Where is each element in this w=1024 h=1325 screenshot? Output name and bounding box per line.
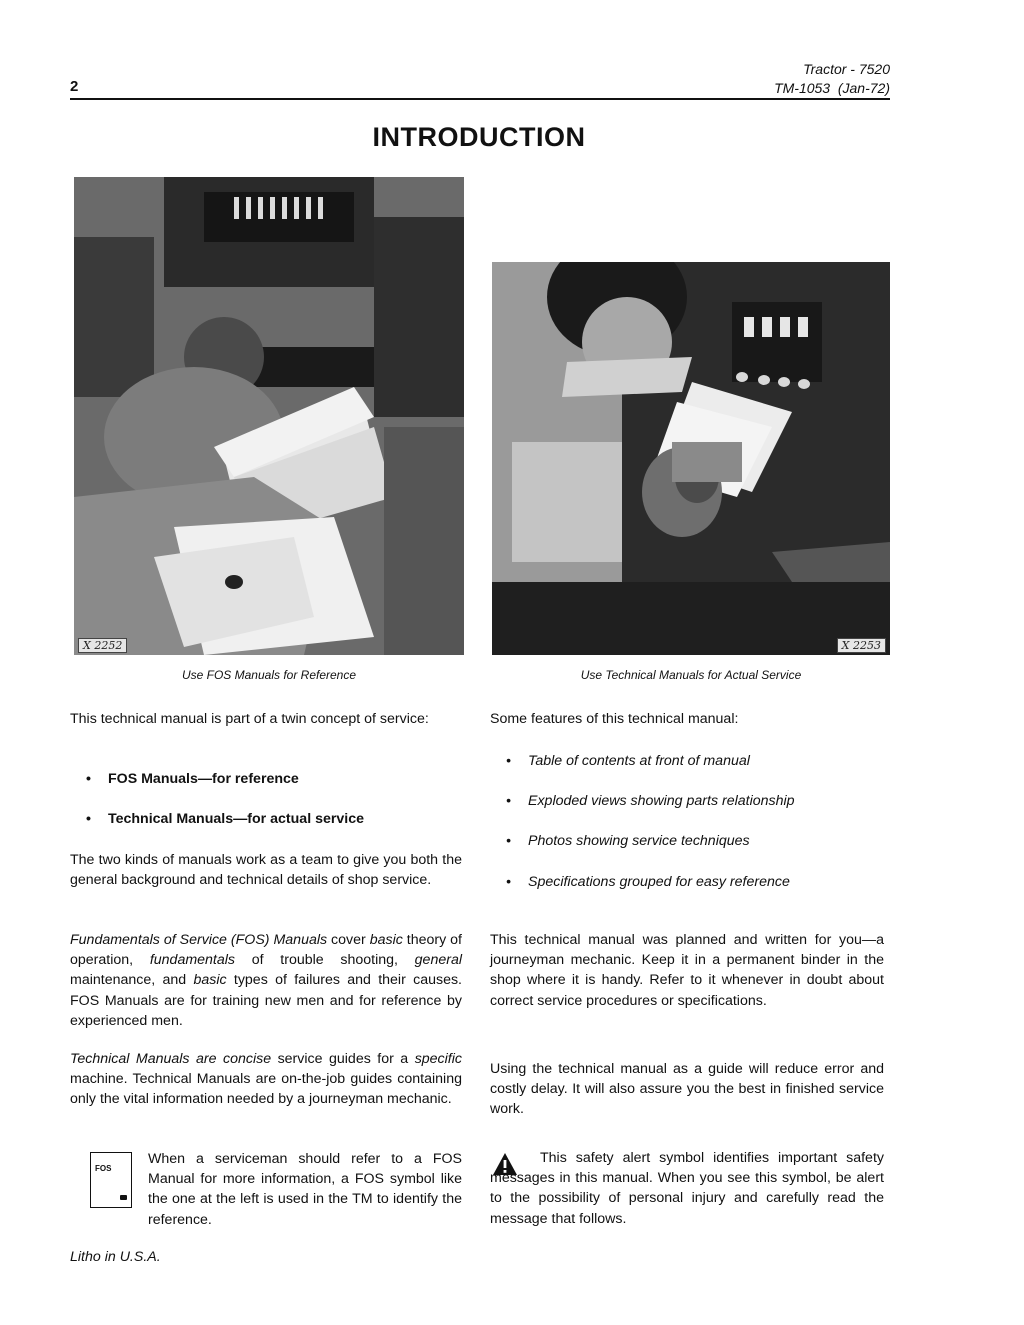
feature-item: • Photos showing service techniques — [506, 833, 750, 849]
photo-right-illustration — [492, 262, 890, 655]
fos-symbol-mark — [120, 1195, 127, 1200]
using-paragraph: Using the technical manual as a guide will reduce error and costly delay. It will also assure you the best in finished service work. — [490, 1061, 884, 1118]
header-manual-id: TM-1053 (Jan-72) — [774, 80, 890, 96]
feature-item: • Specifications grouped for easy reference — [506, 874, 790, 890]
fos-symbol-label: FOS — [95, 1164, 112, 1173]
bullet-technical-manuals: • Technical Manuals—for actual service — [86, 811, 364, 827]
fos-symbol-icon — [90, 1152, 132, 1208]
caption-left: Use FOS Manuals for Reference — [181, 668, 357, 682]
header-info — [774, 60, 890, 98]
photo-left-illustration — [74, 177, 464, 655]
fos-symbol-paragraph: When a serviceman should refer to a FOS Manual for more information, a FOS symbol like the one at the left is used in the TM to identify the reference. — [148, 1151, 462, 1228]
feature-item: • Table of contents at front of manual — [506, 753, 750, 769]
footer-litho: Litho in U.S.A. — [70, 1249, 161, 1265]
bullet-dot: • — [506, 753, 511, 769]
caption-right: Use Technical Manuals for Actual Service — [580, 668, 802, 682]
team-paragraph: The two kinds of manuals work as a team to give you both the general background and technical details of shop service. — [70, 852, 462, 889]
tm-paragraph: Technical Manuals are concise service guides for a specific machine. Technical Manuals are on-the-job guides containing only the vital information needed by a journeyman mechanic. — [70, 1051, 462, 1108]
photo-left-tag: X 2252 — [78, 638, 127, 653]
page-number: 2 — [70, 78, 79, 95]
bullet-fos-manuals: • FOS Manuals—for reference — [86, 771, 299, 787]
planned-paragraph: This technical manual was planned and written for you—a journeyman mechanic. Keep it in a permanent binder in the shop where it is handy. Refer to it whenever in doubt about correct service procedures or specifications. — [490, 932, 884, 1009]
intro-paragraph: This technical manual is part of a twin concept of service: — [70, 711, 429, 727]
features-intro: Some features of this technical manual: — [490, 711, 739, 727]
bullet-dot: • — [86, 771, 91, 787]
bullet-dot: • — [506, 874, 511, 890]
photo-right-tag: X 2253 — [837, 638, 886, 653]
photo-technical-manuals — [492, 262, 890, 655]
fos-paragraph: Fundamentals of Service (FOS) Manuals cover basic theory of operation, fundamentals of trouble shooting, general maintenance, and basic types of failures and their causes. FOS Manuals are for training new men and for reference by experienced men. — [70, 932, 463, 1029]
bullet-dot: • — [506, 833, 511, 849]
header-rule — [70, 98, 890, 100]
page-title: INTRODUCTION — [372, 122, 586, 152]
photo-fos-manuals — [74, 177, 464, 655]
bullet-dot: • — [506, 793, 511, 809]
bullet-dot: • — [86, 811, 91, 827]
safety-paragraph: This safety alert symbol identifies important safety messages in this manual. When you see this symbol, be alert to the possibility of personal injury and carefully read the message that follows. — [490, 1150, 884, 1227]
header-model: Tractor - 7520 — [803, 61, 890, 77]
feature-item: • Exploded views showing parts relationship — [506, 793, 795, 809]
